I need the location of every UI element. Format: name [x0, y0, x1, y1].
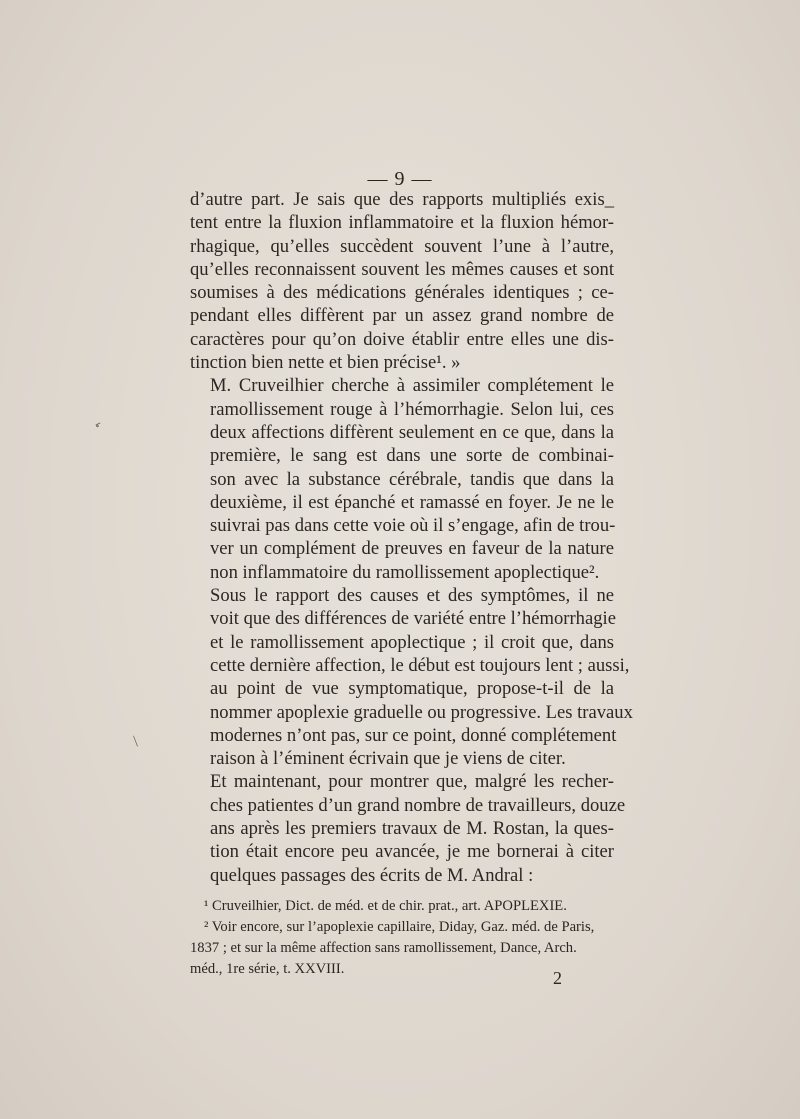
- page-number: — 9 —: [367, 168, 433, 190]
- paragraph: [190, 770, 626, 886]
- text-line: caractères pour qu’on doive établir entre elles une dis-: [190, 328, 614, 350]
- text-line: modernes n’ont pas, sur ce point, donné complétement: [210, 724, 617, 746]
- text-line: ans après les premiers travaux de M. Rostan, la ques-: [210, 818, 614, 840]
- text-line: qu’elles reconnaissent souvent les mêmes causes et sont: [190, 258, 614, 280]
- text-line: au point de vue symptomatique, propose-t-il de la: [210, 678, 614, 700]
- text-line: soumises à des médications générales identiques ; ce-: [190, 282, 614, 304]
- text-line: et le ramollissement apoplectique ; il croit que, dans: [210, 631, 614, 653]
- text-line: voit que des différences de variété entre l’hémorrhagie: [210, 608, 616, 630]
- paragraph: [190, 374, 614, 584]
- text-line: suivrai pas dans cette voie où il s’engage, afin de trou-: [210, 515, 616, 537]
- footnote: ¹ Cruveilhier, Dict. de méd. et de chir. prat., art. APOPLEXIE.: [204, 898, 567, 914]
- footnote: ² Voir encore, sur l’apoplexie capillaire, Diday, Gaz. méd. de Paris,: [204, 919, 595, 935]
- text-line: ver un complément de preuves en faveur de la nature: [210, 538, 614, 560]
- margin-mark: /: [128, 733, 144, 750]
- signature-mark: 2: [553, 968, 562, 988]
- text-line: son avec la substance cérébrale, tandis que dans la: [210, 468, 614, 490]
- body-text: [190, 188, 633, 887]
- footnotes: [190, 896, 614, 980]
- paragraph: [190, 188, 614, 374]
- text-line: deux affections diffèrent seulement en ce que, dans la: [210, 421, 614, 443]
- text-line: M. Cruveilhier cherche à assimiler complétement le: [210, 375, 614, 397]
- text-line: ramollissement rouge à l’hémorrhagie. Selon lui, ces: [210, 398, 614, 420]
- text-line: tent entre la fluxion inflammatoire et la fluxion hémor-: [190, 212, 614, 234]
- text-line: raison à l’éminent écrivain que je viens de citer.: [210, 748, 566, 770]
- footnote-continuation: méd., 1re série, t. XXVIII.: [190, 961, 345, 977]
- text-line: nommer apoplexie graduelle ou progressive. Les travaux: [210, 701, 633, 723]
- paragraph: [190, 584, 633, 770]
- text-line: deuxième, il est épanché et ramassé en foyer. Je ne le: [210, 491, 614, 513]
- text-line: ches patientes d’un grand nombre de travailleurs, douze: [210, 794, 626, 816]
- text-line: Sous le rapport des causes et des symptômes, il ne: [210, 585, 614, 607]
- text-line: cette dernière affection, le début est toujours lent ; aussi,: [210, 654, 630, 676]
- footnote-continuation: 1837 ; et sur la même affection sans ramollissement, Dance, Arch.: [190, 940, 577, 956]
- text-line: non inflammatoire du ramollissement apoplectique².: [210, 561, 600, 583]
- text-line: tinction bien nette et bien précise¹. »: [190, 352, 461, 374]
- text-line: première, le sang est dans une sorte de combinai-: [210, 445, 614, 467]
- text-line: Et maintenant, pour montrer que, malgré les recher-: [210, 771, 614, 793]
- text-line: rhagique, qu’elles succèdent souvent l’une à l’autre,: [190, 235, 614, 257]
- text-line: quelques passages des écrits de M. Andral :: [210, 864, 534, 886]
- text-line: pendant elles diffèrent par un assez grand nombre de: [190, 305, 614, 327]
- text-line: tion était encore peu avancée, je me bornerai à citer: [210, 841, 614, 863]
- text-line: d’autre part. Je sais que des rapports multipliés exis_: [190, 189, 614, 210]
